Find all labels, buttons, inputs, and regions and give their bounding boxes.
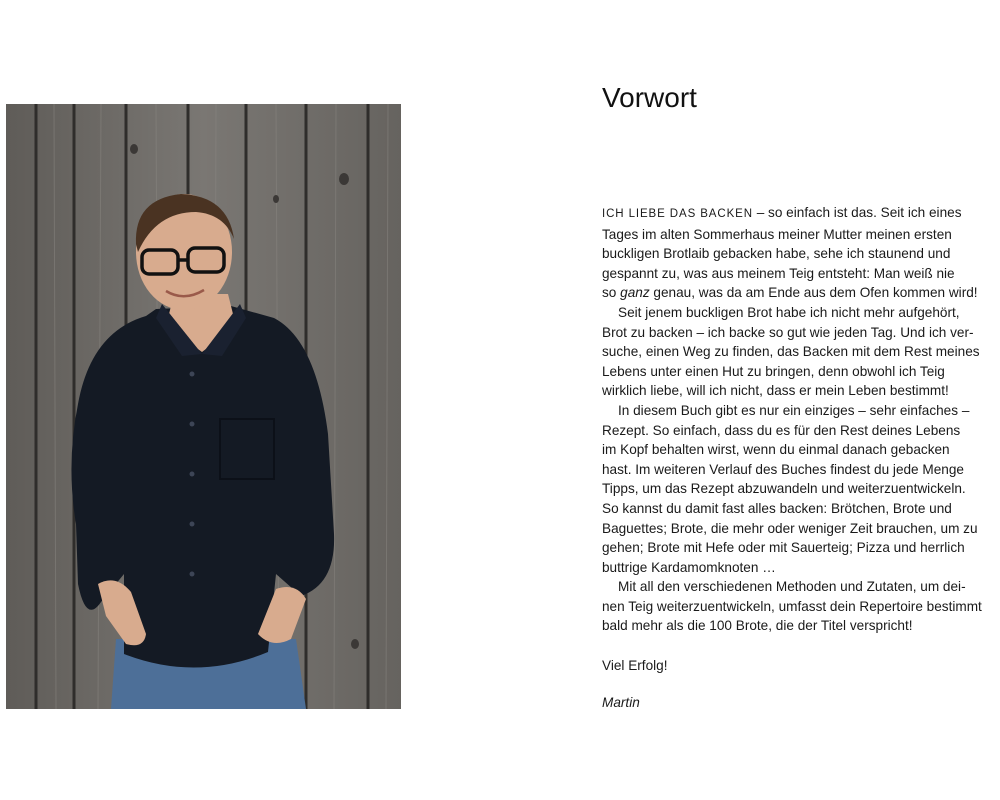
portrait-illustration — [6, 104, 401, 709]
text-line — [602, 440, 998, 460]
text-segment: genau, was da am Ende aus dem Ofen kommen wird! — [649, 285, 978, 301]
text-line — [602, 538, 998, 558]
text-segment: buttrige Kardamomknoten … — [602, 559, 776, 575]
foreword-body-text — [602, 203, 998, 636]
text-line — [602, 244, 998, 264]
text-line — [602, 225, 998, 245]
text-line — [602, 479, 998, 499]
text-line — [602, 519, 998, 539]
text-line — [602, 460, 998, 480]
text-line — [602, 421, 998, 441]
text-segment: wirklich liebe, will ich nicht, dass er mein Leben bestimmt! — [602, 383, 949, 399]
text-segment: Seit jenem buckligen Brot habe ich nicht mehr aufgehört, — [618, 304, 960, 320]
text-segment: buckligen Brotlaib gebacken habe, sehe ich staunend und — [602, 246, 951, 262]
text-line — [602, 381, 998, 401]
text-segment: gespannt zu, was aus meinem Teig entsteht: Man weiß nie — [602, 265, 955, 281]
italic-text: ganz — [620, 285, 650, 301]
text-line — [602, 597, 998, 617]
text-segment: im Kopf behalten wirst, wenn du einmal danach gebacken — [602, 442, 950, 458]
text-segment: gehen; Brote mit Hefe oder mit Sauerteig; Pizza und herrlich — [602, 540, 965, 556]
text-segment: nen Teig weiterzuentwickeln, umfasst dein Repertoire bestimmt — [602, 598, 982, 614]
page-title: Vorwort — [602, 82, 697, 113]
text-line — [602, 264, 998, 284]
text-segment: hast. Im weiteren Verlauf des Buches findest du jede Menge — [602, 461, 964, 477]
text-segment: – so einfach ist das. Seit ich eines — [752, 205, 962, 220]
text-segment: Mit all den verschiedenen Methoden und Zutaten, um dei- — [618, 579, 966, 595]
text-segment: bald mehr als die 100 Brote, die der Titel verspricht! — [602, 618, 913, 634]
text-segment: So kannst du damit fast alles backen: Brötchen, Brote und — [602, 500, 952, 516]
text-segment: Lebens unter einen Hut zu bringen, denn obwohl ich Teig — [602, 363, 945, 379]
text-line — [602, 283, 998, 303]
text-line — [602, 499, 998, 519]
text-line — [602, 401, 998, 421]
text-segment: Tipps, um das Rezept abzuwandeln und weiterzuentwickeln. — [602, 481, 966, 497]
text-line — [602, 577, 998, 597]
text-line — [602, 616, 998, 636]
text-line — [602, 323, 998, 343]
text-segment: suche, einen Weg zu finden, das Backen mit dem Rest meines — [602, 344, 980, 360]
smallcaps-text: ICH LIEBE DAS BACKEN — [602, 208, 753, 220]
text-segment: In diesem Buch gibt es nur ein einziges – sehr einfaches – — [618, 402, 970, 418]
closing-line: Viel Erfolg! — [602, 658, 668, 673]
author-signature: Martin — [602, 695, 640, 710]
text-line — [602, 558, 998, 578]
text-line — [602, 362, 998, 382]
text-segment: Tages im alten Sommerhaus meiner Mutter meinen ersten — [602, 226, 952, 242]
text-segment: Rezept. So einfach, dass du es für den Rest deines Lebens — [602, 422, 961, 438]
text-segment: Baguettes; Brote, die mehr oder weniger Zeit brauchen, um zu — [602, 520, 978, 536]
text-line — [602, 342, 998, 362]
author-portrait-photo — [6, 104, 401, 709]
text-line — [602, 203, 998, 225]
text-segment: so — [602, 285, 621, 301]
text-segment: Brot zu backen – ich backe so gut wie jeden Tag. Und ich ver- — [602, 324, 974, 340]
text-line — [602, 303, 998, 323]
